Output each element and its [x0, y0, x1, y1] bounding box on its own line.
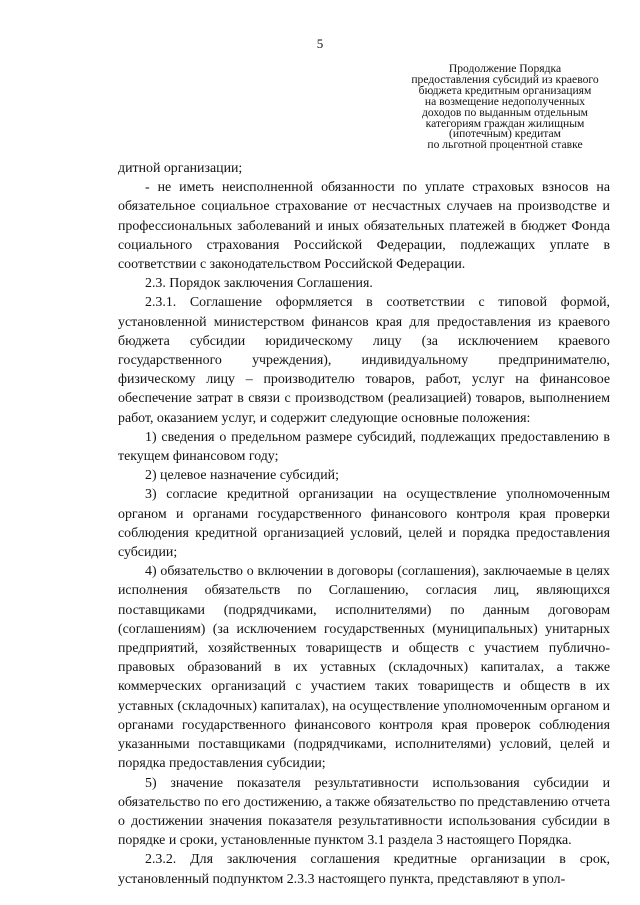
header-note-line: Продолжение Порядка [448, 62, 562, 75]
list-item: 5) значение показателя результативности использования субсидии и обязательство по его достижению, а также обязательство по представлению отчета о достижении значения показателя результативности использования субсидии в порядке и сроки, установленные пунктом 3.1 раздела 3 настоящего Порядка. [118, 775, 610, 849]
section-heading: 2.3. Порядок заключения Соглашения. [145, 276, 373, 292]
header-note [380, 64, 630, 151]
paragraph: дитной организации; [118, 161, 243, 176]
header-note-line: по льготной процентной ставке [427, 138, 583, 152]
header-note-line: доходов по выданным отдельным [422, 105, 588, 119]
paragraph: 2.3.2. Для заключения соглашения кредитные организации в срок, установленный подпунктом 2.3.3 настоящего пункта, представляют в упол- [118, 852, 610, 887]
list-item: 2) целевое назначение субсидий; [145, 468, 339, 484]
body-text [118, 159, 610, 889]
page-number: 5 [316, 36, 324, 51]
header-note-line: предоставления субсидий из краевого [411, 72, 599, 86]
header-note-line: (ипотечным) кредитам [449, 127, 561, 141]
header-note-line: на возмещение недополученных [424, 94, 586, 108]
header-note-line: бюджета кредитным организациям [418, 83, 592, 97]
paragraph: - не иметь неисполненной обязанности по уплате страховых взносов на обязательное социальное страхование от несчастных случаев на производстве и профессиональных заболеваний и иных обязательных платежей в бюджет Фонда социального страхования Российской Федерации, подлежащих уплате в соответствии с законодательством Российской Федерации. [118, 180, 610, 273]
header-note-line: категориям граждан жилищным [425, 116, 585, 130]
list-item: 1) сведения о предельном размере субсидий, подлежащих предоставлению в текущем финансовом году; [118, 429, 610, 465]
list-item: 3) согласие кредитной организации на осуществление уполномоченным органом и органами государственного финансового контроля края проверки соблюдения кредитной организацией условий, целей и порядка предоставления субсидии; [118, 487, 610, 561]
paragraph: 2.3.1. Соглашение оформляется в соответствии с типовой формой, установленной министерством финансов края для предоставления из краевого бюджета субсидии юридическому лицу (за исключением краевого государственного учреждения), индивидуальному предпринимателю, физическому лицу – производителю товаров, работ, услуг на финансовое обеспечение затрат в связи с производством (реализацией) товаров, выполнением работ, оказанием услуг, и содержит следующие основные положения: [118, 295, 610, 426]
list-item: 4) обязательство о включении в договоры (соглашения), заключаемые в целях исполнения обязательств по Соглашению, согласия лиц, являющихся поставщиками (подрядчиками, исполнителями) по данным договорам (соглашениям) (за исключением государственных (муниципальных) унитарных предприятий, хозяйственных товариществ и обществ с участием публично-правовых образований в их уставных (складочных) капиталах, а также коммерческих организаций с участием таких товариществ и обществ в их уставных (складочных) капиталах), на осуществление уполномоченным органом и органами государственного финансового контроля края проверок соблюдения указанными поставщиками (подрядчиками, исполнителями) условий, целей и порядка предоставления субсидии; [118, 564, 610, 772]
